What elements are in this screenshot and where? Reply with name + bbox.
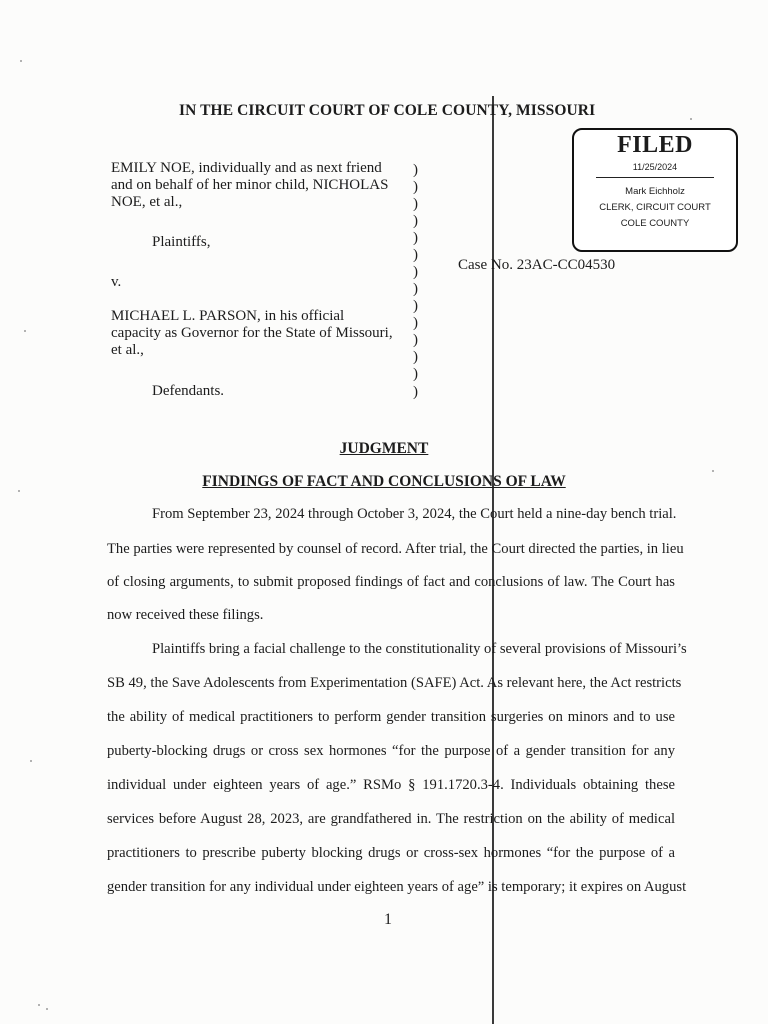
caption-paren: ) — [413, 281, 418, 297]
caption-paren: ) — [413, 332, 418, 348]
scan-speck — [20, 60, 22, 62]
body-text-line: practitioners to prescribe puberty blocking drugs or cross-sex hormones “for the purpose of a — [107, 845, 675, 861]
scan-speck — [712, 470, 714, 472]
caption-paren: ) — [413, 366, 418, 382]
filed-stamp-county: COLE COUNTY — [620, 218, 690, 229]
findings-title: FINDINGS OF FACT AND CONCLUSIONS OF LAW — [202, 473, 566, 490]
caption-paren: ) — [413, 298, 418, 314]
filed-stamp-date: 11/25/2024 — [632, 162, 678, 172]
filed-stamp-clerk-title: CLERK, CIRCUIT COURT — [599, 202, 711, 213]
caption-paren: ) — [413, 384, 418, 400]
caption-paren: ) — [413, 315, 418, 331]
caption-paren: ) — [413, 230, 418, 246]
body-text-line: of closing arguments, to submit proposed findings of fact and conclusions of law. The Court has — [107, 574, 675, 590]
defendant-line: et al., — [111, 342, 144, 358]
caption-paren: ) — [413, 196, 418, 212]
plaintiff-line: EMILY NOE, individually and as next friend — [111, 160, 382, 176]
scan-speck — [30, 760, 32, 762]
filed-stamp-title: FILED — [617, 132, 693, 158]
defendant-line: MICHAEL L. PARSON, in his official — [111, 308, 345, 324]
body-text-line: SB 49, the Save Adolescents from Experimentation (SAFE) Act. As relevant here, the Act restricts — [107, 675, 682, 691]
body-text-line: puberty-blocking drugs or cross sex hormones “for the purpose of a gender transition for any — [107, 743, 675, 759]
caption-paren: ) — [413, 264, 418, 280]
body-text-line: services before August 28, 2023, are grandfathered in. The restriction on the ability of medical — [107, 811, 675, 827]
judgment-title: JUDGMENT — [339, 440, 429, 457]
caption-paren: ) — [413, 349, 418, 365]
caption-paren: ) — [413, 179, 418, 195]
page-number: 1 — [384, 911, 392, 928]
plaintiff-line: NOE, et al., — [111, 194, 183, 210]
body-text-line: now received these filings. — [107, 607, 264, 623]
scan-speck — [24, 330, 26, 332]
body-text-line: The parties were represented by counsel of record. After trial, the Court directed the parties, in lieu — [107, 541, 684, 557]
body-text-line: From September 23, 2024 through October 3, 2024, the Court held a nine-day bench trial. — [152, 506, 677, 522]
case-number: Case No. 23AC-CC04530 — [458, 257, 616, 273]
defendants-label: Defendants. — [152, 383, 225, 399]
body-text-line: the ability of medical practitioners to perform gender transition surgeries on minors and to use — [107, 709, 675, 725]
caption-paren: ) — [413, 213, 418, 229]
scan-speck — [46, 1008, 48, 1010]
plaintiffs-label: Plaintiffs, — [152, 234, 211, 250]
body-text-line: individual under eighteen years of age.” RSMo § 191.1720.3-4. Individuals obtaining these — [107, 777, 675, 793]
filed-stamp-clerk-name: Mark Eichholz — [625, 186, 685, 197]
body-text-line: gender transition for any individual under eighteen years of age” is temporary; it expires on August — [107, 879, 687, 895]
defendant-line: capacity as Governor for the State of Missouri, — [111, 325, 393, 341]
filed-stamp — [572, 128, 738, 252]
court-header: IN THE CIRCUIT COURT OF COLE COUNTY, MISSOURI — [179, 102, 596, 119]
scan-speck — [690, 118, 692, 120]
caption-paren: ) — [413, 247, 418, 263]
scan-speck — [38, 1004, 40, 1006]
versus-label: v. — [111, 274, 122, 290]
plaintiff-line: and on behalf of her minor child, NICHOLAS — [111, 177, 389, 193]
body-text-line: Plaintiffs bring a facial challenge to the constitutionality of several provisions of Missouri’s — [152, 641, 687, 657]
filed-stamp-rule — [596, 177, 714, 178]
caption-paren: ) — [413, 162, 418, 178]
